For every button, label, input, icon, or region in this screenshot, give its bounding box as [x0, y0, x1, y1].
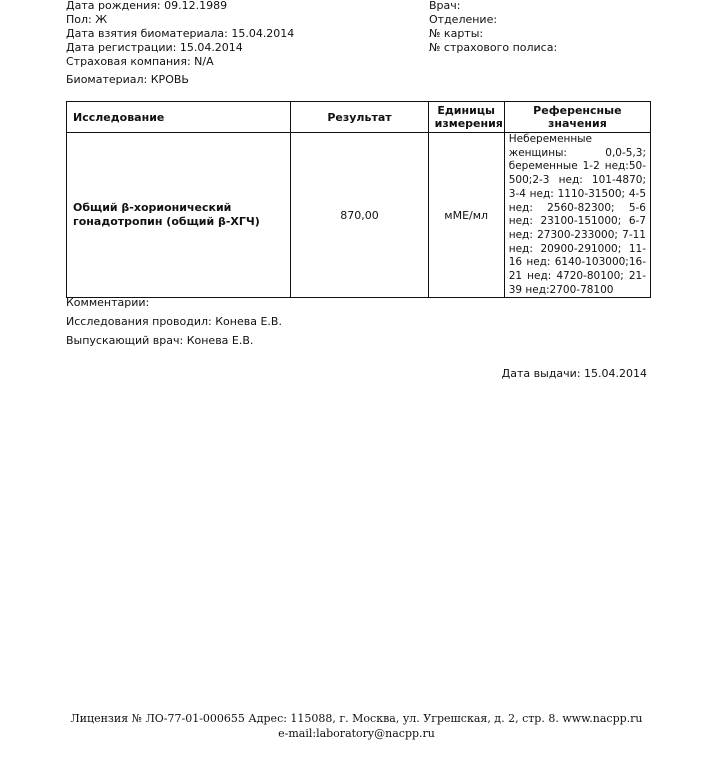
footer-email: e-mail:laboratory@nacpp.ru — [278, 727, 435, 740]
issuing-doctor: Выпускающий врач: Конева Е.В. — [66, 334, 254, 347]
header-result: Результат — [291, 102, 428, 133]
insurance-company: Страховая компания: N/A — [66, 55, 214, 68]
footer-license: Лицензия № ЛО-77-01-000655 Адрес: 115088, г. Москва, ул. Угрешская, д. 2, стр. 8. www.nacpp.ru — [70, 712, 643, 725]
header-reference: Референсные значения — [504, 102, 650, 133]
test-result: 870,00 — [291, 133, 428, 298]
card-number: № карты: — [429, 27, 484, 40]
biomaterial: Биоматериал: КРОВЬ — [66, 73, 189, 86]
test-units: мМЕ/мл — [428, 133, 504, 298]
results-table — [66, 101, 651, 298]
table-row — [67, 133, 651, 298]
birth-date: Дата рождения: 09.12.1989 — [66, 0, 228, 12]
header-units: Единицы измерения — [428, 102, 504, 133]
footer — [0, 711, 713, 741]
test-name: Общий β-хорионический гонадотропин (общий β-ХГЧ) — [67, 133, 291, 298]
comments: Комментарии: — [66, 296, 150, 309]
registration-date: Дата регистрации: 15.04.2014 — [66, 41, 243, 54]
sample-date: Дата взятия биоматериала: 15.04.2014 — [66, 27, 295, 40]
table-header-row — [67, 102, 651, 133]
sex: Пол: Ж — [66, 13, 108, 26]
department: Отделение: — [429, 13, 498, 26]
issue-date: Дата выдачи: 15.04.2014 — [501, 367, 647, 380]
header-test: Исследование — [67, 102, 291, 133]
insurance-policy: № страхового полиса: — [429, 41, 558, 54]
test-reference: Небеременные женщины: 0,0-5,3; беременные 1-2 нед:50-500;2-3 нед: 101-4870; 3-4 нед: 1110-31500; 4-5 нед: 2560-82300; 5-6 нед: 23100-151000; 6-7 нед: 27300-233000; 7-11 нед: 20900-291000; 11-16 нед: 6140-103000;16-21 нед: 4720-80100; 21-39 нед:2700-78100 — [504, 133, 650, 298]
performed-by: Исследования проводил: Конева Е.В. — [66, 315, 282, 328]
doctor: Врач: — [429, 0, 461, 12]
